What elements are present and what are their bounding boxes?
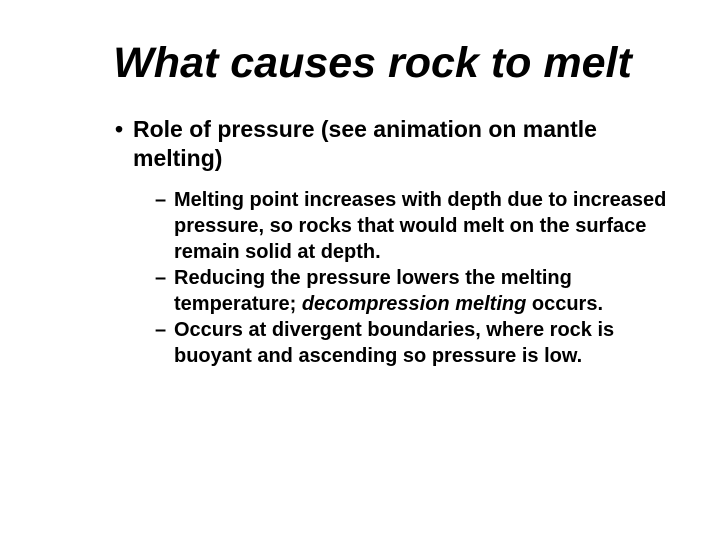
sub-bullet-text: Occurs at divergent boundaries, where rock is buoyant and ascending so pressure is low. (174, 319, 615, 367)
bullet-item (115, 115, 675, 173)
sub-bullet-text: Melting point increases with depth due to increased pressure, so rocks that would melt on the surface remain solid at depth. (174, 189, 667, 263)
sub-bullet-text-end: occurs. (526, 293, 604, 315)
dash-marker: – (155, 319, 167, 341)
dash-marker: – (155, 189, 167, 211)
italic-term: decompression melting (301, 293, 527, 315)
slide-title: What causes rock to melt (113, 39, 632, 87)
sub-bullet-list (155, 187, 695, 369)
sub-bullet-item (155, 187, 695, 265)
sub-bullet-item (155, 265, 695, 317)
bullet-marker: • (115, 116, 124, 142)
bullet-text: Role of pressure (see animation on mantle melting) (133, 116, 597, 171)
sub-bullet-item (155, 317, 695, 369)
sub-bullet-text (171, 265, 695, 317)
sub-bullet-text-start: Reducing the pressure lowers the melting temperature; (174, 267, 572, 315)
dash-marker: – (155, 267, 167, 289)
